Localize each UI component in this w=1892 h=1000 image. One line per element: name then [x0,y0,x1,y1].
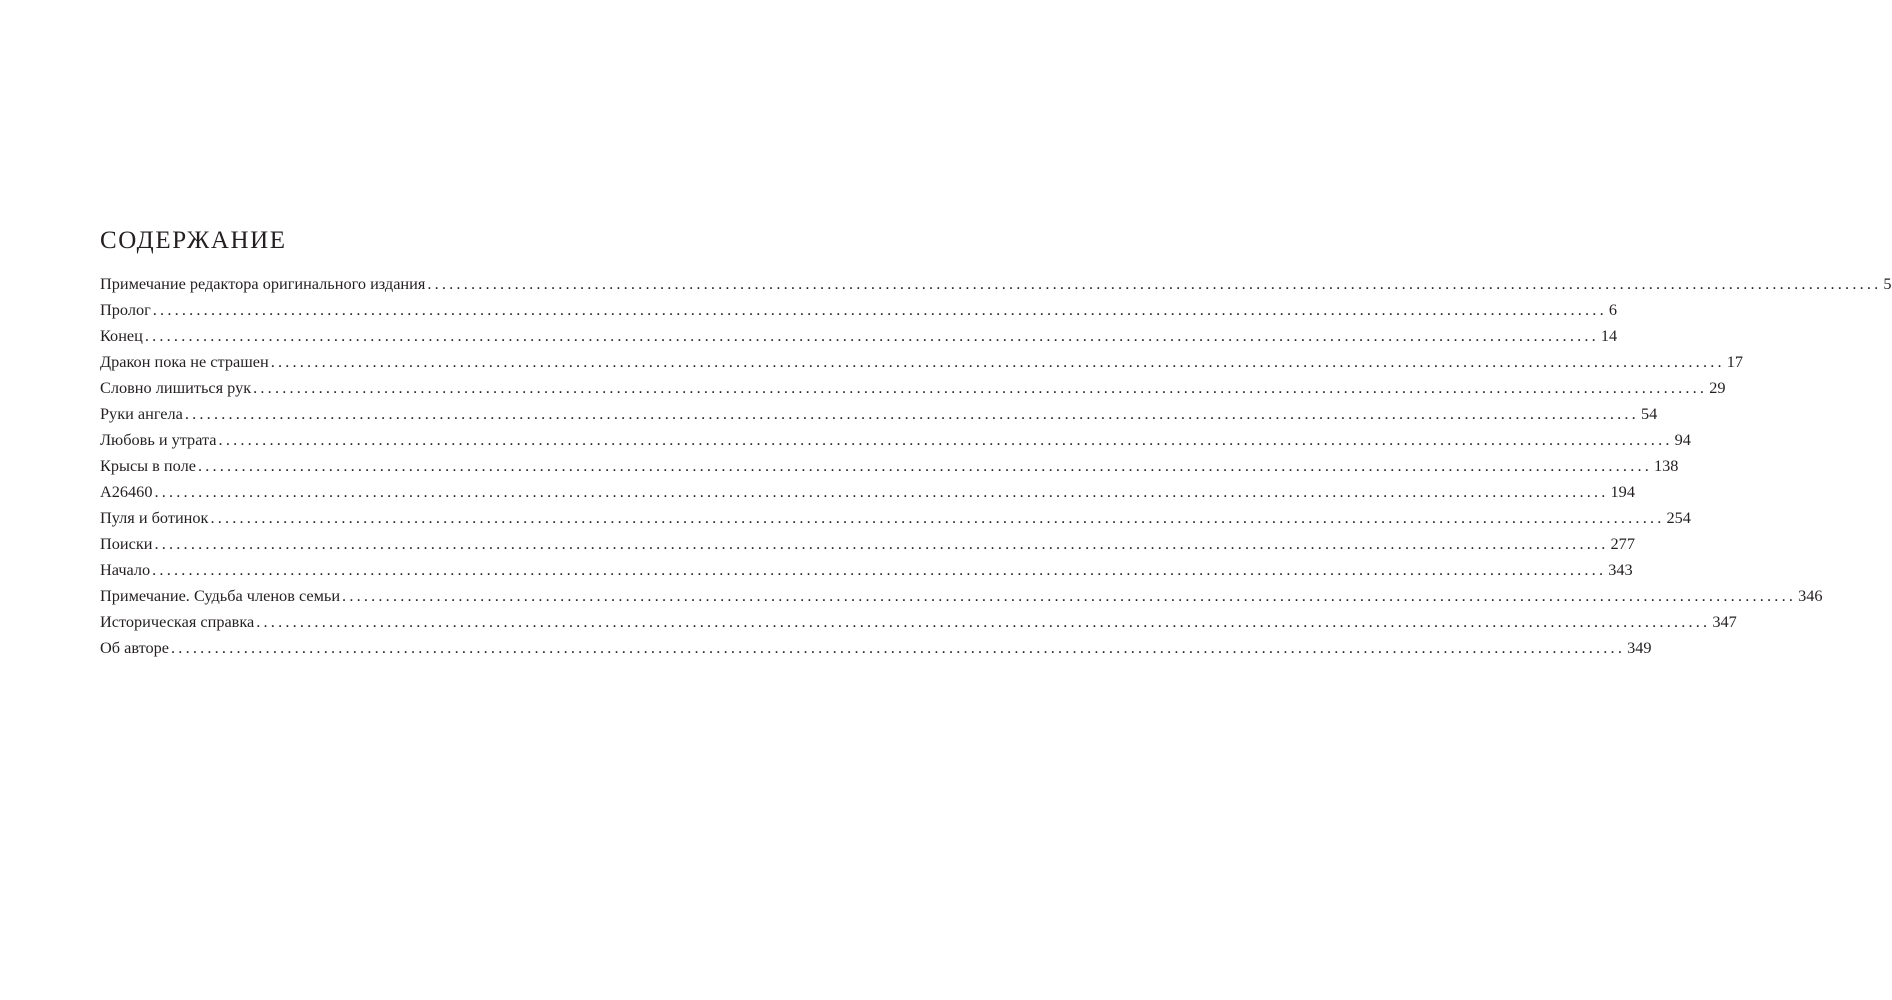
dot-leader: ........................................................................................................................................................................................................ [171,638,1626,657]
toc-page-number: 277 [1610,534,1635,553]
dot-leader: ........................................................................................................................................................................................................ [256,612,1711,631]
toc-entry [100,453,1679,479]
toc-entry-title: Любовь и утрата [100,430,217,449]
dot-leader: ........................................................................................................................................................................................................ [253,378,1708,397]
dot-leader: ........................................................................................................................................................................................................ [152,560,1607,579]
toc-title: СОДЕРЖАНИЕ [100,227,287,254]
dot-leader: ........................................................................................................................................................................................................ [152,300,1607,319]
toc-page-number: 346 [1798,586,1823,605]
toc-list [100,271,1892,661]
dot-leader: ........................................................................................................................................................................................................ [427,274,1882,293]
toc-entry-title: Поиски [100,534,153,553]
toc-page-number: 14 [1600,326,1618,345]
toc-entry-title: Пуля и ботинок [100,508,209,527]
dot-leader: ........................................................................................................................................................................................................ [342,586,1797,605]
toc-entry-title: Конец [100,326,143,345]
toc-page-number: 94 [1674,430,1691,449]
toc-entry-title: Об авторе [100,638,170,657]
toc-entry [100,609,1737,635]
dot-leader: ........................................................................................................................................................................................................ [154,482,1609,501]
toc-entry [100,479,1635,505]
toc-page-number: 6 [1608,300,1617,319]
dot-leader: ........................................................................................................................................................................................................ [197,456,1652,475]
toc-entry-title: Историческая справка [100,612,255,631]
toc-entry [100,635,1652,661]
toc-entry [100,375,1726,401]
dot-leader: ........................................................................................................................................................................................................ [218,430,1673,449]
toc-entry-title: Словно лишиться рук [100,378,252,397]
toc-entry [100,297,1617,323]
toc-entry-title: Пролог [100,300,151,319]
toc-entry [100,401,1658,427]
toc-page-number: 347 [1712,612,1737,631]
toc-entry-title: Руки ангела [100,404,183,423]
toc-entry-title: A26460 [100,482,153,501]
toc-entry [100,583,1823,609]
toc-page-number: 17 [1726,352,1744,371]
dot-leader: ........................................................................................................................................................................................................ [270,352,1725,371]
toc-entry-title: Начало [100,560,151,579]
dot-leader: ........................................................................................................................................................................................................ [184,404,1639,423]
toc-entry-title: Примечание. Судьба членов семьи [100,586,341,605]
toc-entry [100,323,1618,349]
toc-entry [100,557,1633,583]
toc-entry-title: Дракон пока не страшен [100,352,269,371]
toc-page-number: 138 [1654,456,1679,475]
toc-entry [100,349,1744,375]
dot-leader: ........................................................................................................................................................................................................ [154,534,1609,553]
dot-leader: ........................................................................................................................................................................................................ [210,508,1665,527]
toc-entry [100,427,1691,453]
toc-entry [100,531,1635,557]
toc-page-number: 254 [1666,508,1691,527]
toc-page-number: 343 [1608,560,1633,579]
toc-page-number: 54 [1640,404,1658,423]
toc-page-number: 5 [1883,274,1892,293]
toc-page-number: 29 [1709,378,1726,397]
dot-leader: ........................................................................................................................................................................................................ [144,326,1599,345]
toc-entry [100,505,1691,531]
toc-entry-title: Примечание редактора оригинального издания [100,274,426,293]
toc-entry [100,271,1892,297]
toc-page-number: 194 [1610,482,1635,501]
toc-page-number: 349 [1627,638,1652,657]
toc-entry-title: Крысы в поле [100,456,196,475]
